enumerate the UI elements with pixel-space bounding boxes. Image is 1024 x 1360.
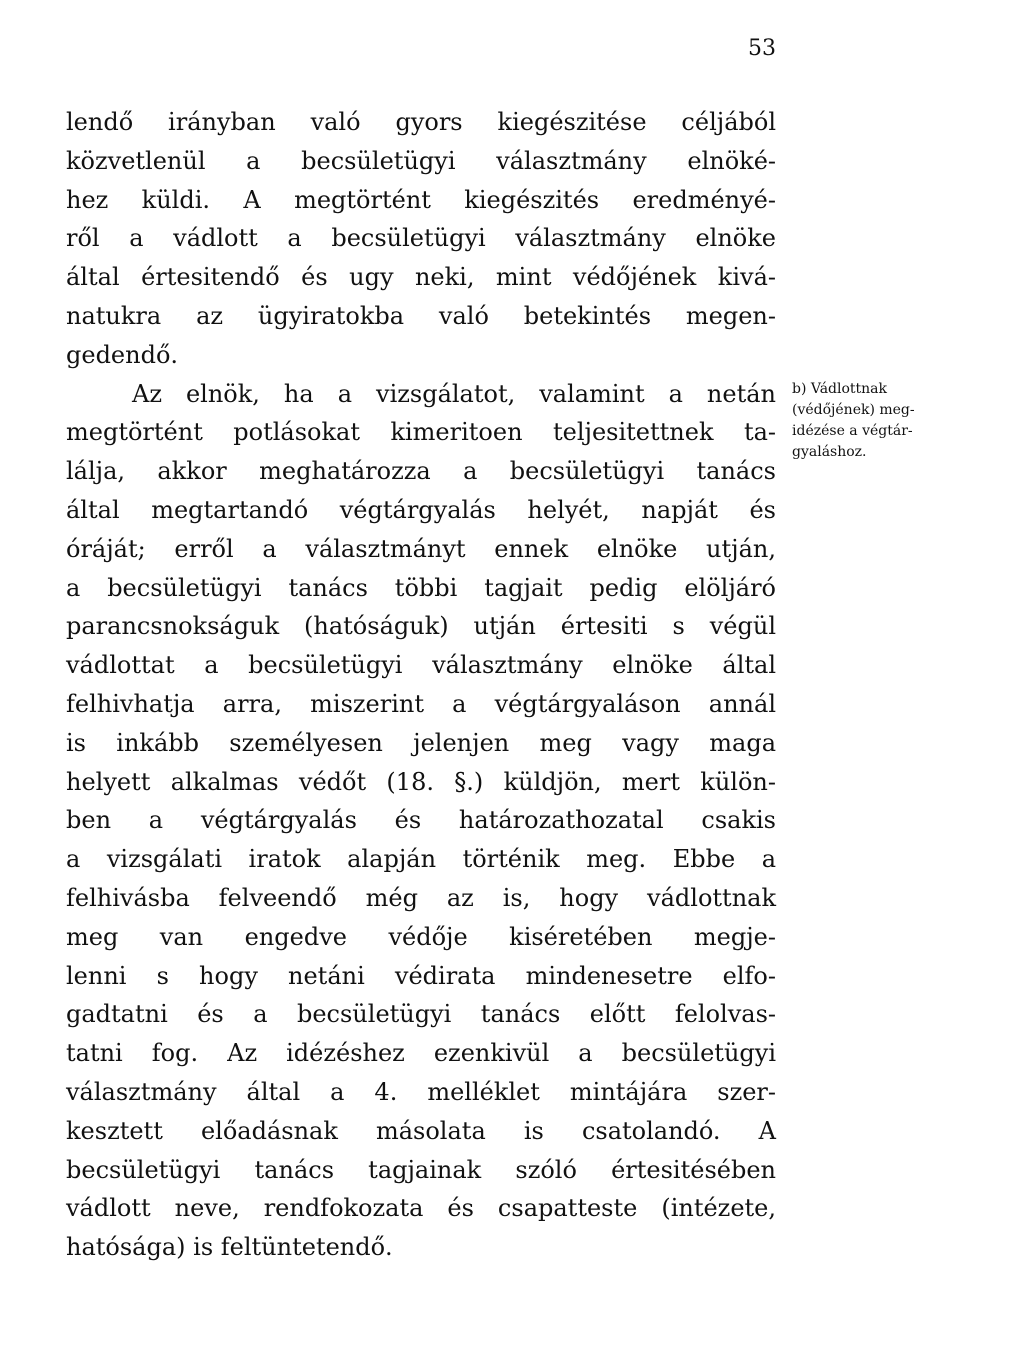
text-line: által értesitendő és ugy neki, mint védőjének kivá- (66, 263, 776, 292)
text-line: lenni s hogy netáni védirata mindenesetre elfo- (66, 961, 776, 990)
text-line: is inkább személyesen jelenjen meg vagy maga (66, 728, 776, 757)
text-line: gadtatni és a becsületügyi tanács előtt felolvas- (66, 1000, 776, 1029)
text-line: helyett alkalmas védőt (18. §.) küldjön, mert külön- (66, 767, 776, 796)
text-line: becsületügyi tanács tagjainak szóló értesitésében (66, 1155, 776, 1184)
margin-note-line: idézése a végtár- (792, 423, 913, 439)
text-line: választmány által a 4. melléklet mintájára szer- (66, 1077, 776, 1106)
text-line: által megtartandó végtárgyalás helyét, napját és (66, 495, 776, 524)
text-line: meg van engedve védője kiséretében megje- (66, 922, 776, 951)
page-number: 53 (748, 36, 776, 61)
margin-note-line: gyaláshoz. (792, 444, 867, 460)
text-line: ben a végtárgyalás és határozathozatal csakis (66, 806, 776, 835)
text-line: lálja, akkor meghatározza a becsületügyi tanács (66, 457, 776, 486)
margin-note (792, 379, 952, 463)
text-line: gedendő. (66, 340, 179, 369)
margin-note-line: (védőjének) meg- (792, 402, 915, 418)
text-line: lendő irányban való gyors kiegészitése céljából (66, 108, 776, 136)
margin-note-line: b) Vádlottnak (792, 381, 888, 397)
text-line: közvetlenül a becsületügyi választmány elnöké- (66, 146, 776, 175)
paragraph-start-line: Az elnök, ha a vizsgálatot, valamint a netán (132, 379, 776, 408)
text-line: vádlott neve, rendfokozata és csapatteste (intézete, (66, 1194, 776, 1223)
text-line: vádlottat a becsületügyi választmány elnöke által (66, 651, 776, 680)
text-line: óráját; erről a választmányt ennek elnöke utján, (66, 534, 776, 563)
text-line: tatni fog. Az idézéshez ezenkivül a becsületügyi (66, 1039, 776, 1068)
text-line: hatósága) is feltüntetendő. (66, 1233, 393, 1262)
text-line: kesztett előadásnak másolata is csatolandó. A (66, 1116, 776, 1145)
text-line: felhivásba felveendő még az is, hogy vádlottnak (66, 883, 776, 912)
text-line: hez küldi. A megtörtént kiegészités eredményé- (66, 185, 776, 214)
text-line: parancsnokságuk (hatóságuk) utján értesiti s végül (66, 612, 776, 641)
body-text (66, 103, 776, 1267)
text-line: a becsületügyi tanács többi tagjait pedig elöljáró (66, 573, 776, 602)
text-line: ről a vádlott a becsületügyi választmány elnöke (66, 224, 776, 253)
text-line: felhivhatja arra, miszerint a végtárgyaláson annál (66, 689, 776, 718)
text-line: a vizsgálati iratok alapján történik meg. Ebbe a (66, 845, 776, 874)
text-line: natukra az ügyiratokba való betekintés megen- (66, 301, 776, 330)
text-line: megtörtént potlásokat kimeritoen teljesitettnek ta- (66, 418, 776, 447)
